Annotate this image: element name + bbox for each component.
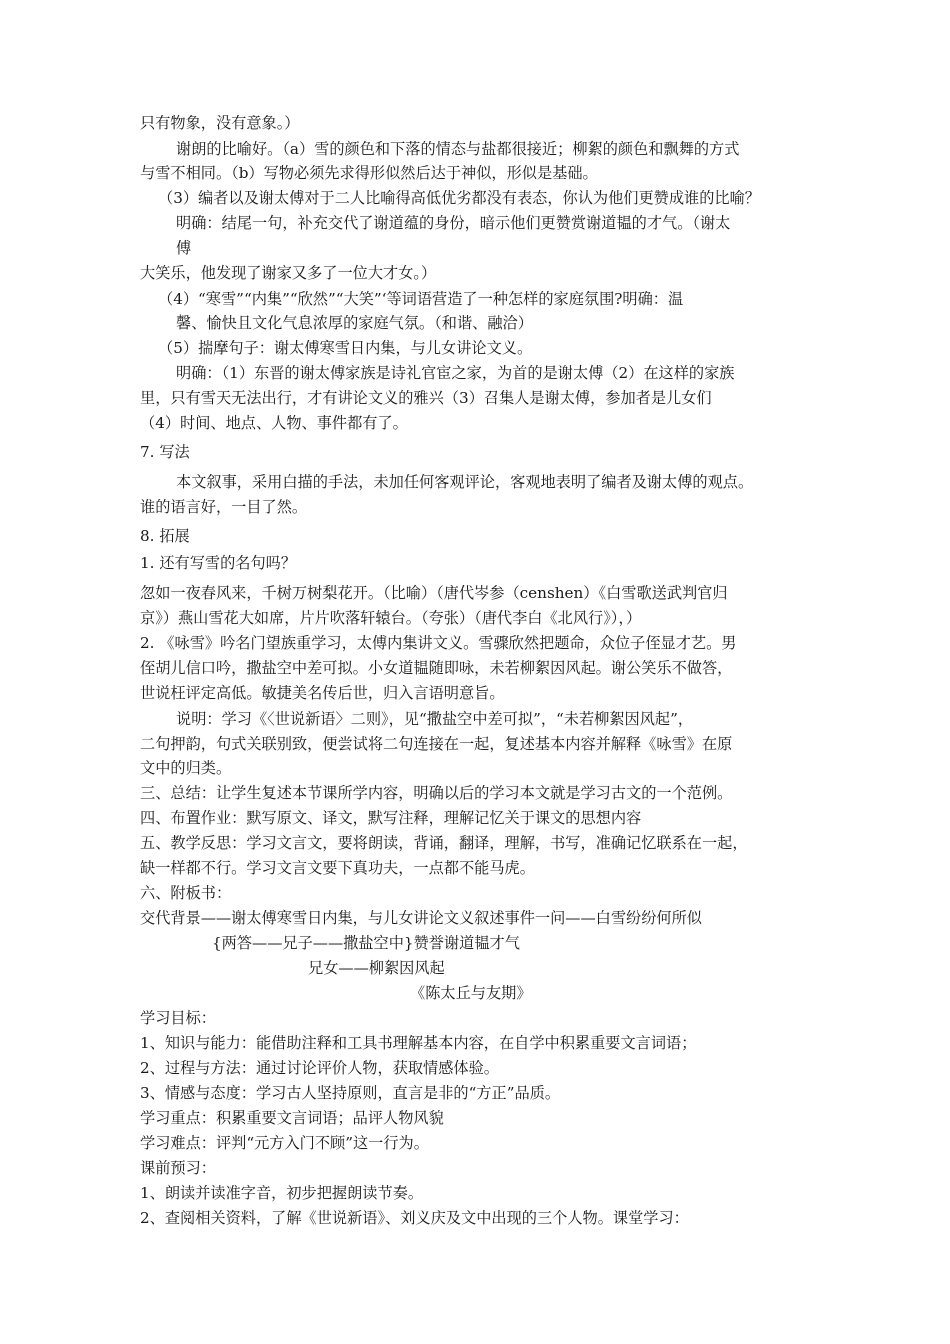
text-line: （3）编者以及谢太傅对于二人比喻得高低优劣都没有表态，你认为他们更赞成谁的比喻？ (158, 189, 760, 207)
text-line: 六、附板书： (140, 884, 232, 902)
text-line: 1. 还有写雪的名句吗？ (140, 554, 297, 572)
text-line: 1、朗读并读准字音，初步把握朗读节奏。 (140, 1184, 424, 1202)
text-line: 谢朗的比喻好。（a）雪的颜色和下落的情态与盐都很接近；柳絮的颜色和飘舞的方式 (176, 140, 740, 158)
text-line: 兄女——柳絮因风起 (308, 959, 445, 977)
text-line: （4）时间、地点、人物、事件都有了。 (140, 414, 408, 432)
text-line: 2、查阅相关资料，了解《世说新语》、刘义庆及文中出现的三个人物。课堂学习： (140, 1209, 689, 1227)
text-line: 学习目标： (140, 1009, 216, 1027)
text-line: 馨、愉快且文化气息浓厚的家庭气氛。（和谐、融洽） (176, 314, 533, 332)
text-line: 三、总结：让学生复述本节课所学内容，明确以后的学习本文就是学习古文的一个范例。 (140, 784, 733, 802)
text-line: 3、情感与态度：学习古人坚持原则，直言是非的“方正”品质。 (140, 1084, 561, 1102)
text-line: 2、过程与方法：通过讨论评价人物，获取情感体验。 (140, 1059, 499, 1077)
text-line: 本文叙事，采用白描的手法，未加任何客观评论，客观地表明了编者及谢太傅的观点。 (176, 473, 754, 491)
text-line: 课前预习： (140, 1159, 216, 1177)
text-line: 2. 《咏雪》吟名门望族重学习，太傅内集讲文义。雪骤欣然把题命，众位子侄显才艺。男 (140, 634, 737, 652)
text-line: 侄胡儿信口吟，撒盐空中差可拟。小女道韫随即咏，未若柳絮因风起。谢公笑乐不做答， (140, 659, 733, 677)
text-line: 明确：（1）东晋的谢太傅家族是诗礼官宦之家，为首的是谢太傅（2）在这样的家族 (176, 364, 735, 382)
text-line: 世说枉评定高低。敏捷美名传后世，归入言语明意旨。 (140, 684, 505, 702)
section-title: 《陈太丘与友期》 (410, 984, 532, 1002)
text-line: 与雪不相同。（b）写物必须先求得形似然后达于神似，形似是基础。 (140, 164, 598, 182)
text-line: 谁的语言好，一目了然。 (140, 498, 308, 516)
text-line: 里，只有雪天无法出行，才有讲论文义的雅兴（3）召集人是谢太傅，参加者是儿女们 (140, 389, 712, 407)
text-line: 1、知识与能力：能借助注释和工具书理解基本内容，在自学中积累重要文言词语； (140, 1034, 697, 1052)
text-line: 说明：学习《〈世说新语〉二则》，见“撒盐空中差可拟”，“未若柳絮因风起”， (176, 710, 694, 728)
text-line: 只有物象，没有意象。） (140, 114, 300, 132)
text-line: {两答——兄子——撒盐空中}赞誉谢道韫才气 (212, 934, 520, 952)
text-line: 忽如一夜春风来，千树万树梨花开。（比喻）（唐代岑参（censhen）《白雪歌送武判官归 (140, 584, 728, 602)
text-line: 学习重点：积累重要文言词语；品评人物风貌 (140, 1109, 444, 1127)
section-heading: 8. 拓展 (140, 527, 190, 545)
text-line: 五、教学反思：学习文言文，要将朗读，背诵，翻译，理解，书写，准确记忆联系在一起， (140, 834, 748, 852)
text-line: 交代背景——谢太傅寒雪日内集，与儿女讲论文义叙述事件一问——白雪纷纷何所似 (140, 909, 702, 927)
text-line: （4）“寒雪”“内集”“欣然”“大笑”‘等词语营造了一种怎样的家庭氛围?明确：温 (158, 290, 684, 308)
text-line: 文中的归类。 (140, 759, 232, 777)
text-line: 缺一样都不行。学习文言文要下真功夫，一点都不能马虎。 (140, 859, 535, 877)
text-line: 京》）燕山雪花大如席，片片吹落轩辕台。（夸张）（唐代李白《北风行》），） (140, 609, 642, 627)
text-line: 学习难点：评判“元方入门不顾”这一行为。 (140, 1134, 429, 1152)
text-line: （5）揣摩句子：谢太傅寒雪日内集，与儿女讲论文义。 (158, 339, 533, 357)
section-heading: 7. 写法 (140, 443, 190, 461)
text-line: 四、布置作业：默写原文、译文，默写注释，理解记忆关于课文的思想内容 (140, 809, 642, 827)
text-line: 明确：结尾一句，补充交代了谢道蕴的身份，暗示他们更赞赏谢道韫的才气。（谢太 (176, 214, 731, 232)
text-line: 二句押韵，句式关联别致，便尝试将二句连接在一起，复述基本内容并解释《咏雪》在原 (140, 735, 733, 753)
text-line: 傅 (176, 239, 192, 257)
text-line: 大笑乐，他发现了谢家又多了一位大才女。） (140, 264, 437, 282)
